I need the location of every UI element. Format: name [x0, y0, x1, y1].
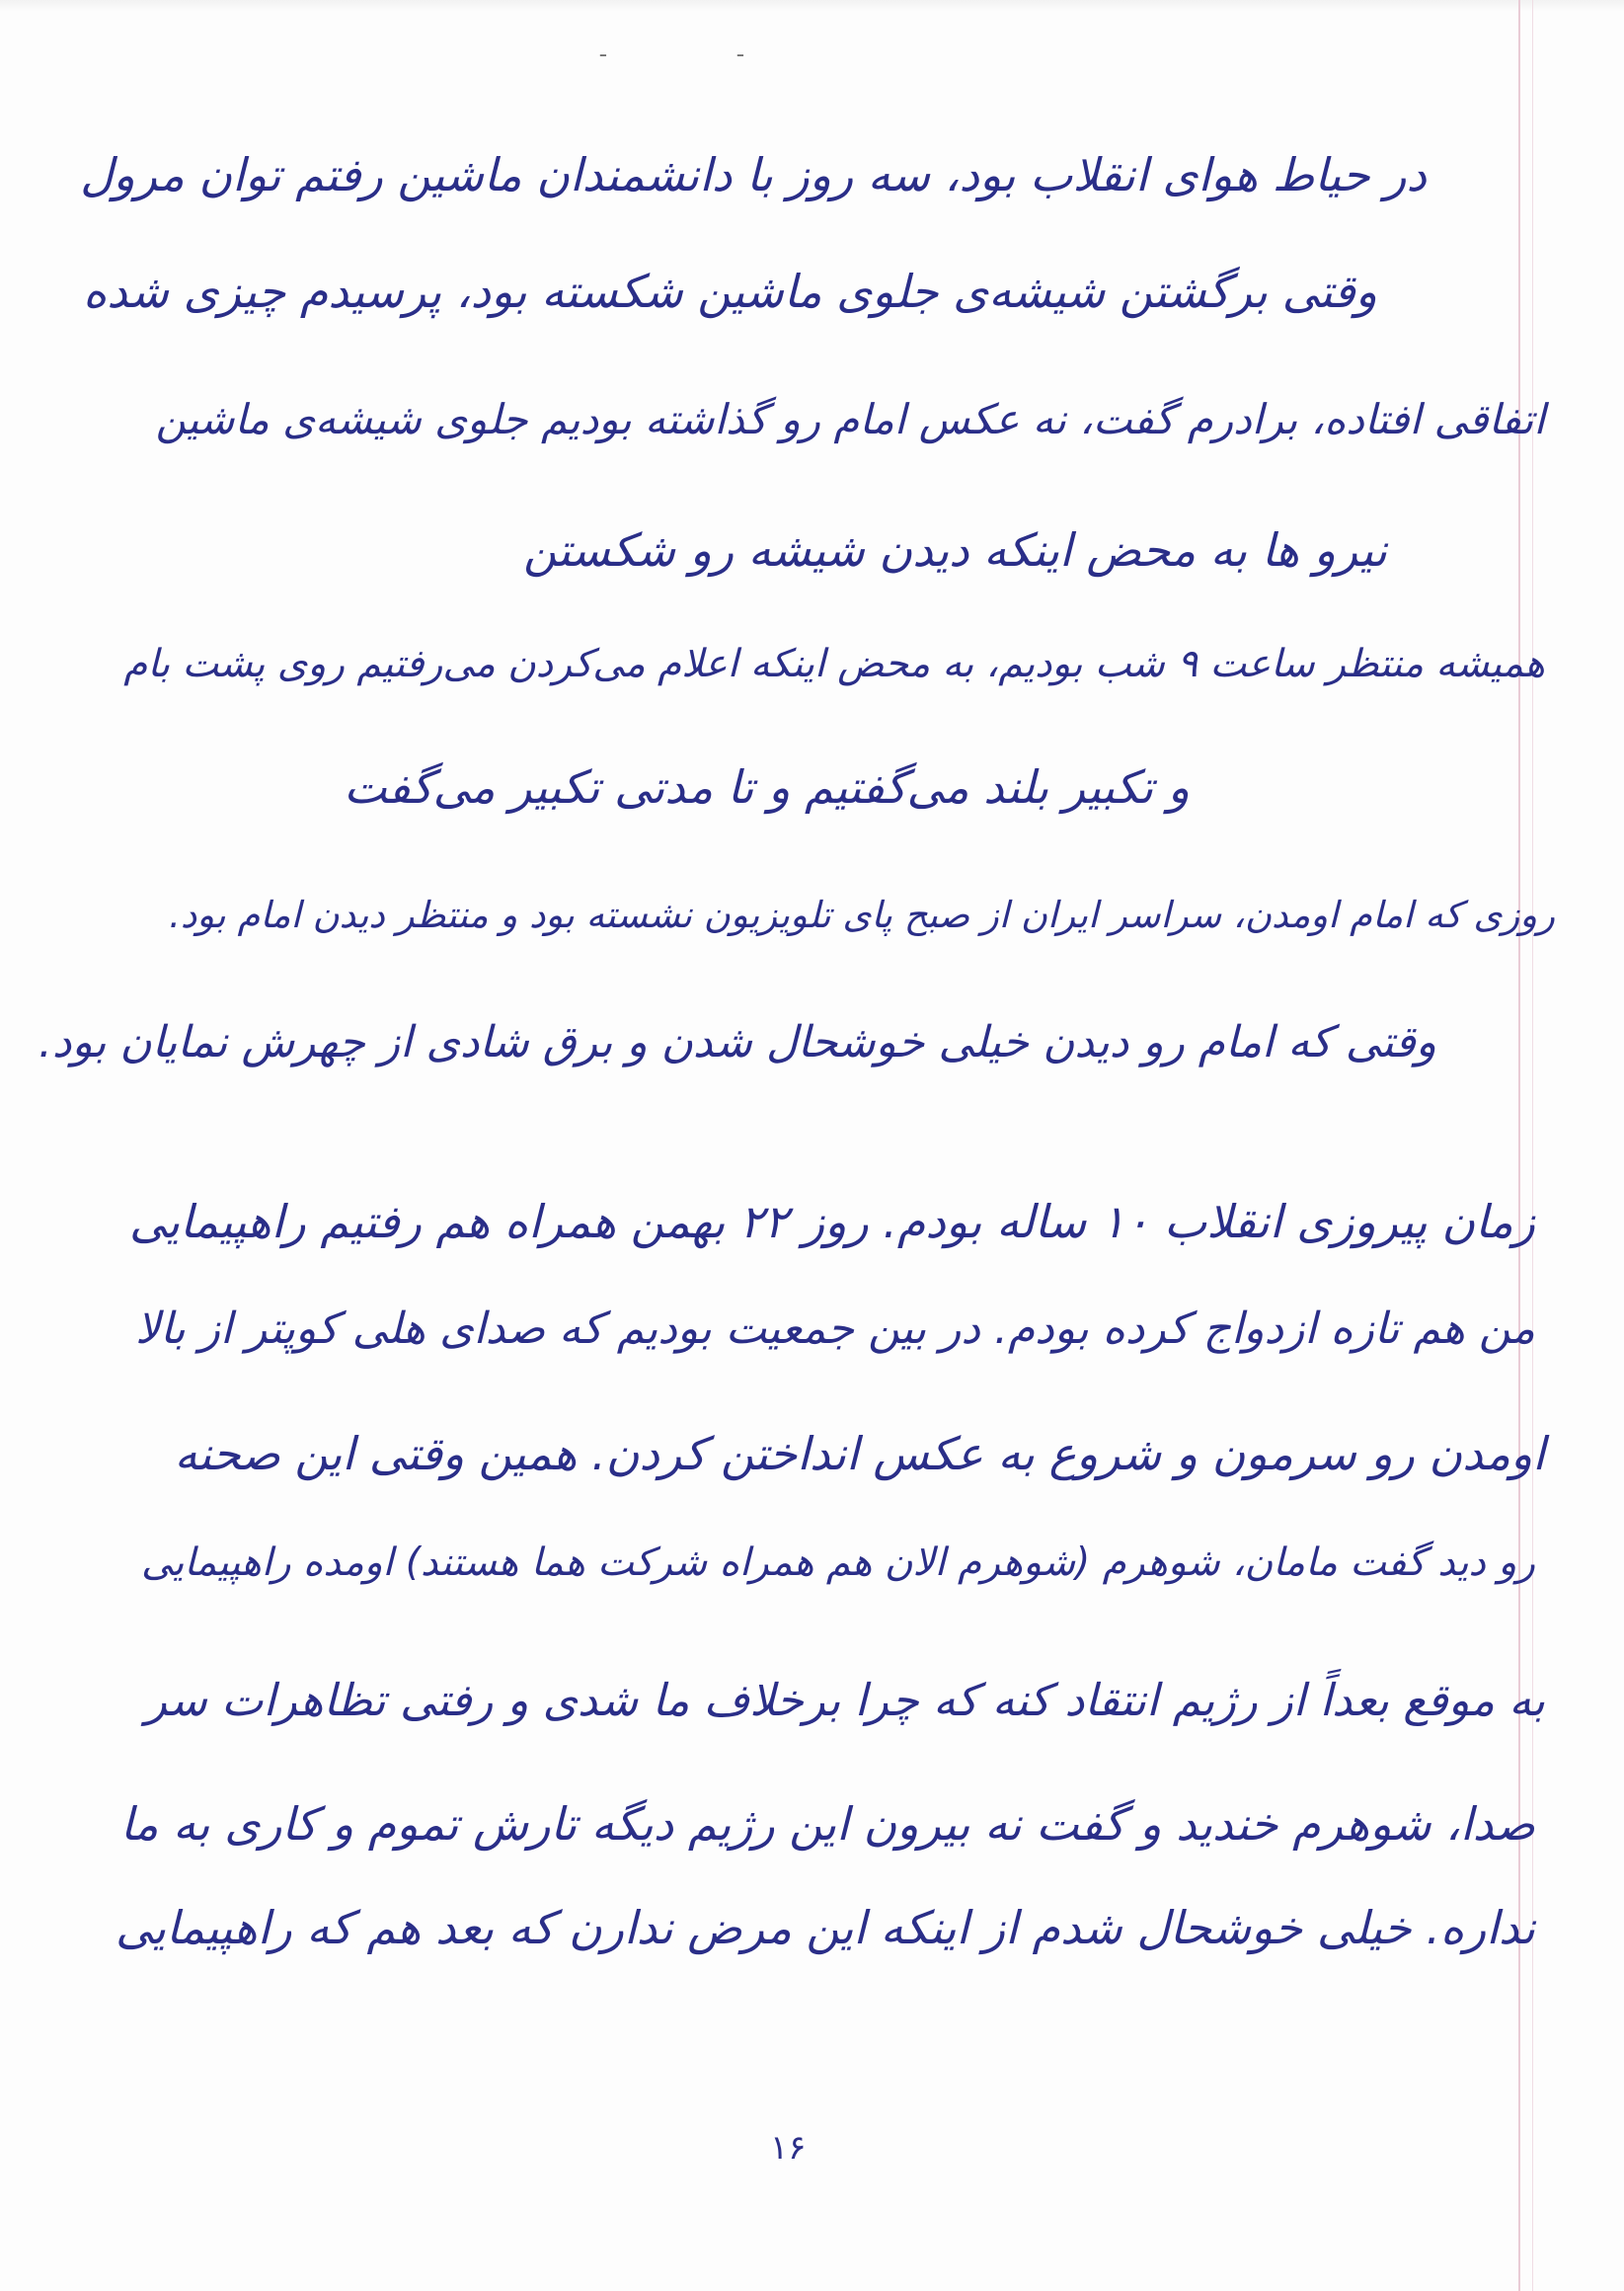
handwritten-line: در حیاط هوای انقلاب بود، سه روز با دانشمندان ماشین رفتم توان مرول [80, 148, 1427, 201]
page-number: ۱۶ [770, 2128, 807, 2168]
binding-mark-left: ـ [600, 38, 606, 61]
handwritten-line: و تکبیر بلند می‌گفتیم و تا مدتی تکبیر می‌گفت [344, 760, 1190, 814]
binding-mark-right: ـ [737, 38, 743, 61]
handwritten-line: نداره. خیلی خوشحال شدم از اینکه این مرض ندارن که بعد هم که راهپیمایی [115, 1901, 1535, 1954]
handwritten-line: من هم تازه ازدواج کرده بودم. در بین جمعیت بودیم که صدای هلی کوپتر از بالا [134, 1304, 1535, 1354]
handwritten-line: رو دید گفت مامان، شوهرم (شوهرم الان هم همراه شرکت هما هستند) اومده راهپیمایی [140, 1540, 1535, 1585]
handwritten-line: صدا، شوهرم خندید و گفت نه بیرون این رژیم دیگه تارش تموم و کاری به ما [119, 1797, 1535, 1851]
handwritten-line: وقتی که امام رو دیدن خیلی خوشحال شدن و برق شادی از چهرش نمایان بود. [38, 1017, 1436, 1067]
handwritten-line: به موقع بعداً از رژیم انتقاد کنه که چرا برخلاف ما شدی و رفتی تظاهرات سر [145, 1674, 1545, 1726]
handwritten-line: زمان پیروزی انقلاب ۱۰ ساله بودم. روز ۲۲ بهمن همراه هم رفتیم راهپیمایی [128, 1195, 1535, 1248]
handwritten-line: همیشه منتظر ساعت ۹ شب بودیم، به محض اینکه اعلام می‌کردن می‌رفتیم روی پشت بام [123, 642, 1545, 686]
handwritten-line: اومدن رو سرمون و شروع به عکس انداختن کردن. همین وقتی این صحنه [174, 1427, 1545, 1480]
handwritten-line: وقتی برگشتن شیشه‌ی جلوی ماشین شکسته بود، پرسیدم چیزی شده [83, 265, 1377, 318]
handwritten-line: نیرو ها به محض اینکه دیدن شیشه رو شکستن [523, 523, 1387, 577]
handwritten-line: اتفاقی افتاده، برادرم گفت، نه عکس امام رو گذاشته بودیم جلوی شیشه‌ی ماشین [155, 395, 1545, 443]
handwritten-line: روزی که امام اومدن، سراسر ایران از صبح پای تلویزیون نشسته بود و منتظر دیدن امام بود. [169, 894, 1555, 936]
